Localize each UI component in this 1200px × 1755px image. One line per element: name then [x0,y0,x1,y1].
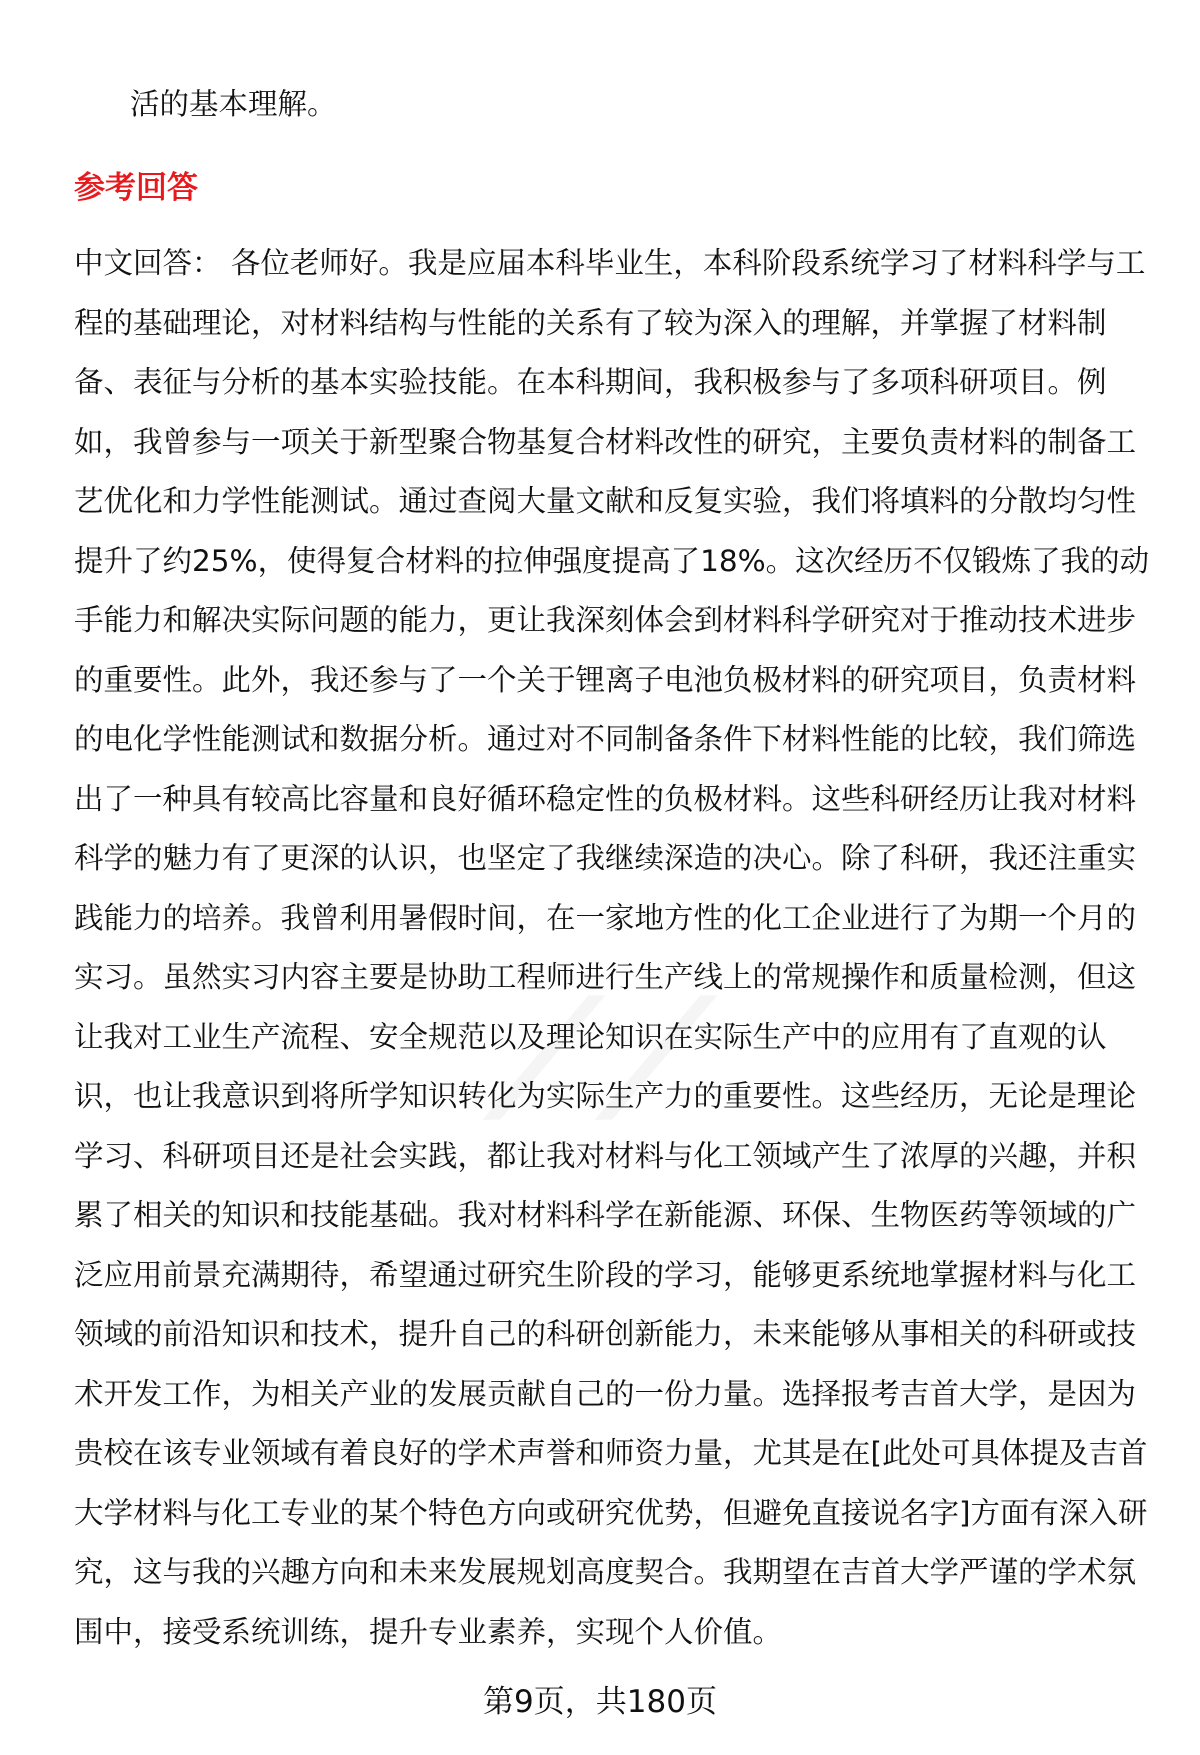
answer-line: 学习、科研项目还是社会实践，都让我对材料与化工领域产生了浓厚的兴趣，并积 [74,1138,1137,1173]
answer-line: 围中，接受系统训练，提升专业素养，实现个人价值。 [74,1614,783,1649]
continuation-text: 活的基本理解。 [130,87,337,121]
answer-line: 提升了约25%，使得复合材料的拉伸强度提高了18%。这次经历不仅锻炼了我的动 [74,543,1150,578]
answer-line: 的电化学性能测试和数据分析。通过对不同制备条件下材料性能的比较，我们筛选 [74,722,1137,756]
answer-line: 术开发工作，为相关产业的发展贡献自己的一份力量。选择报考吉首大学，是因为 [74,1376,1137,1411]
page-number: 第9页，共180页 [483,1684,717,1720]
answer-line: 中文回答： 各位老师好。我是应届本科毕业生，本科阶段系统学习了材料科学与工 [74,246,1146,280]
answer-line: 程的基础理论，对材料结构与性能的关系有了较为深入的理解，并掌握了材料制 [74,305,1107,340]
answer-line: 如，我曾参与一项关于新型聚合物基复合材料改性的研究，主要负责材料的制备工 [74,424,1137,459]
answer-line: 累了相关的知识和技能基础。我对材料科学在新能源、环保、生物医药等领域的广 [74,1198,1137,1232]
answer-line: 践能力的培养。我曾利用暑假时间，在一家地方性的化工企业进行了为期一个月的 [74,900,1137,935]
answer-line: 泛应用前景充满期待，希望通过研究生阶段的学习，能够更系统地掌握材料与化工 [74,1257,1137,1292]
answer-line: 贵校在该专业领域有着良好的学术声誉和师资力量，尤其是在[此处可具体提及吉首 [74,1436,1148,1470]
answer-line: 手能力和解决实际问题的能力，更让我深刻体会到材料科学研究对于推动技术进步 [74,603,1137,637]
answer-line: 领域的前沿知识和技术，提升自己的科研创新能力，未来能够从事相关的科研或技 [74,1317,1137,1351]
answer-line: 的重要性。此外，我还参与了一个关于锂离子电池负极材料的研究项目，负责材料 [74,662,1137,697]
answer-line: 实习。虽然实习内容主要是协助工程师进行生产线上的常规操作和质量检测，但这 [74,960,1137,994]
section-heading: 参考回答 [74,170,198,206]
answer-line: 究，这与我的兴趣方向和未来发展规划高度契合。我期望在吉首大学严谨的学术氛 [74,1555,1137,1589]
answer-line: 备、表征与分析的基本实验技能。在本科期间，我积极参与了多项科研项目。例 [74,365,1107,399]
answer-line: 大学材料与化工专业的某个特色方向或研究优势，但避免直接说名字]方面有深入研 [74,1495,1148,1530]
answer-line: 让我对工业生产流程、安全规范以及理论知识在实际生产中的应用有了直观的认 [74,1019,1107,1054]
answer-line: 艺优化和力学性能测试。通过查阅大量文献和反复实验，我们将填料的分散均匀性 [74,484,1137,518]
answer-line: 识，也让我意识到将所学知识转化为实际生产力的重要性。这些经历，无论是理论 [74,1079,1137,1113]
answer-line: 科学的魅力有了更深的认识，也坚定了我继续深造的决心。除了科研，我还注重实 [74,841,1137,875]
answer-line: 出了一种具有较高比容量和良好循环稳定性的负极材料。这些科研经历让我对材料 [74,781,1137,816]
